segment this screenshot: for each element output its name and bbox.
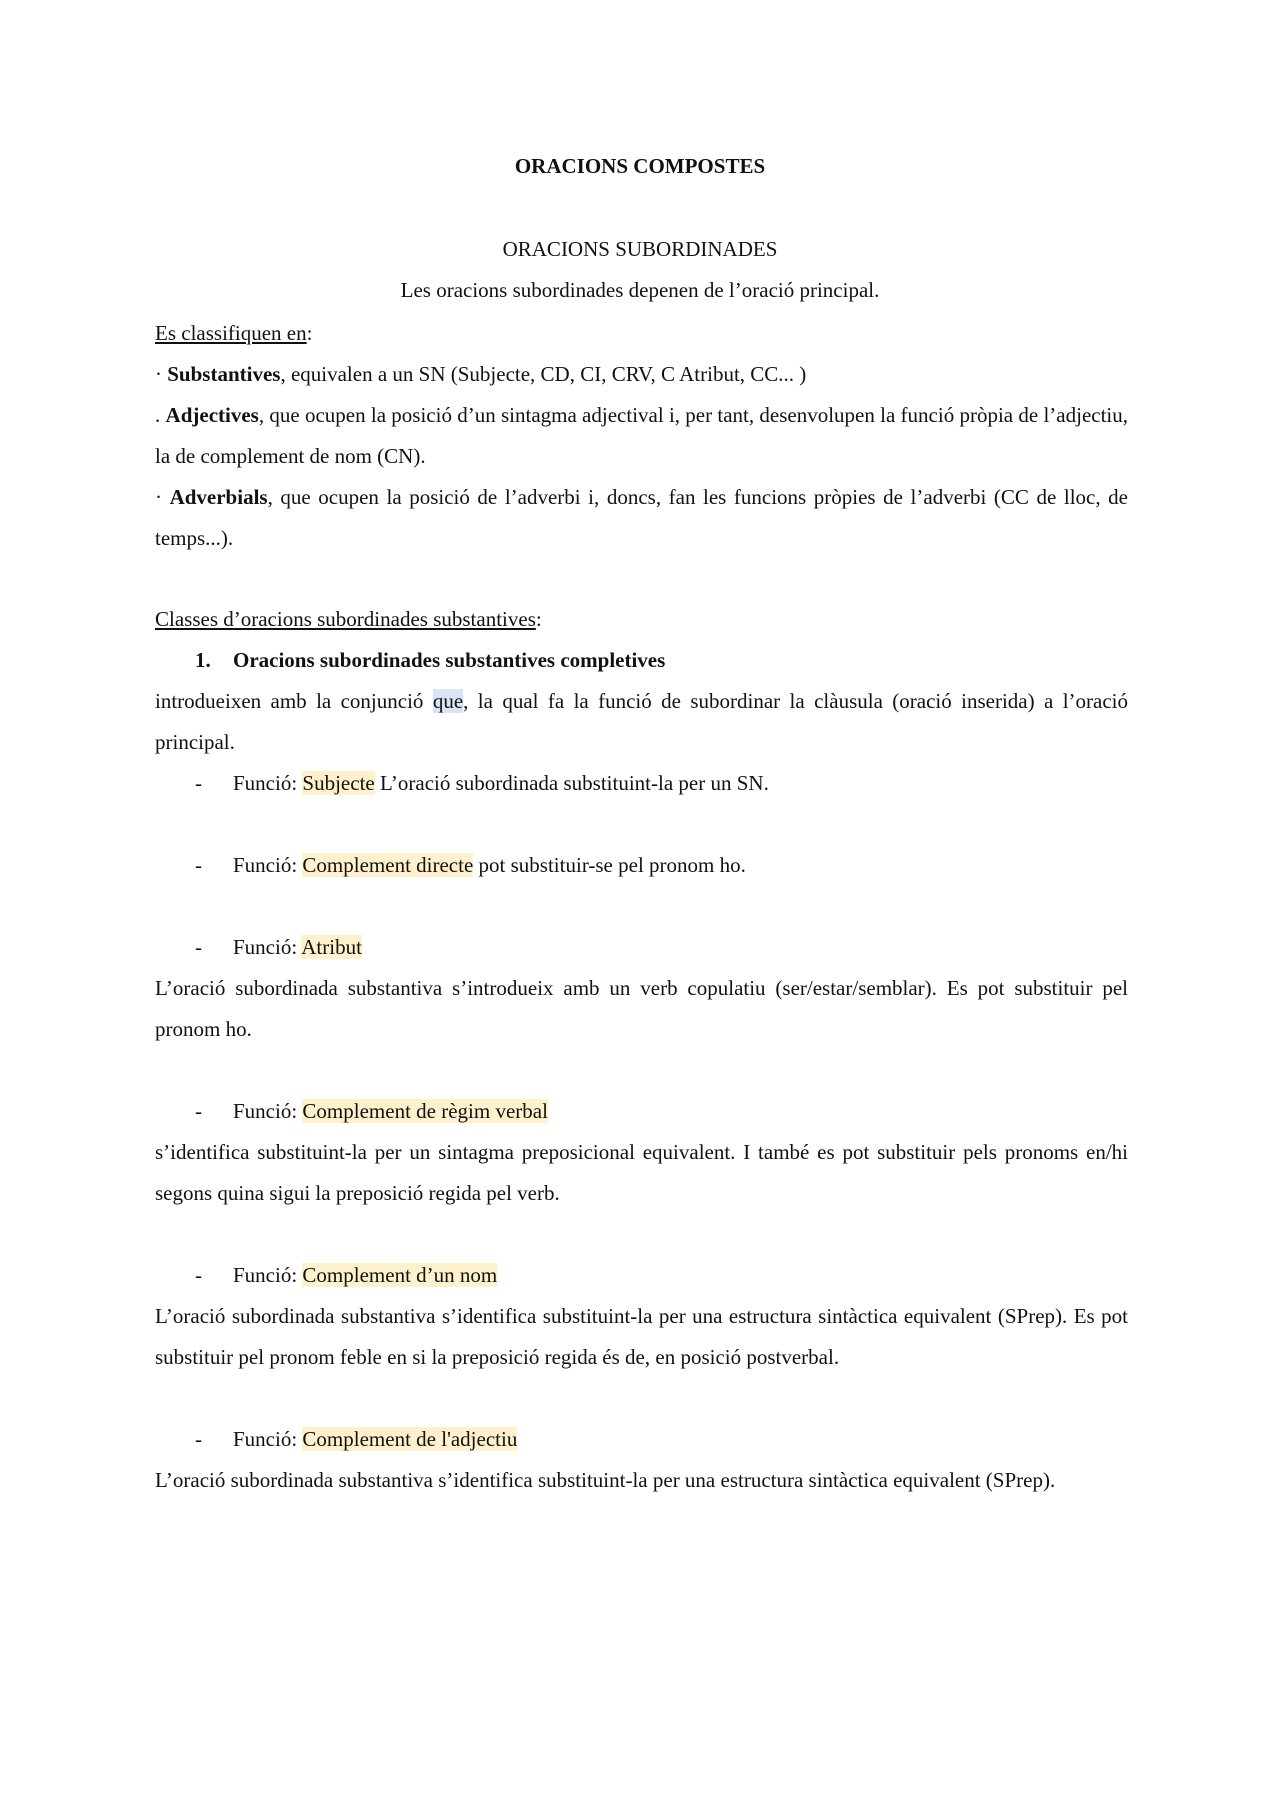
type-adverbials: · Adverbials, que ocupen la posició de l’adverbi i, doncs, fan les funcions pròpies de l’adverbi (CC de lloc, de temps...). (155, 485, 1128, 550)
intro-sentence: Les oracions subordinades depenen de l’oració principal. (400, 278, 880, 302)
classify-heading: Es classifiquen en: (155, 321, 313, 345)
page-title: ORACIONS COMPOSTES (514, 154, 766, 178)
type-adjectives: . Adjectives, que ocupen la posició d’un sintagma adjectival i, per tant, desenvolupen la funció pròpia de l’adjectiu, la de complement de nom (CN). (155, 403, 1129, 468)
function-name: Complement de l'adjectiu (302, 1427, 518, 1451)
function-name: Complement de règim verbal (302, 1099, 548, 1123)
function-name: Atribut (301, 935, 362, 959)
function-name: Complement directe (302, 853, 474, 877)
function-name: Complement d’un nom (302, 1263, 498, 1287)
section-heading: ORACIONS SUBORDINADES (502, 237, 778, 261)
function-description: L’oració subordinada substantiva s’introdueix amb un verb copulatiu (ser/estar/semblar). Es pot substituir pel pronom ho. (155, 976, 1128, 1041)
function-description: L’oració subordinada substantiva s’identifica substituint-la per una estructura sintàctica equivalent (SPrep). Es pot substituir pel pronom feble en si la preposició regida és de, en posició postverbal. (155, 1304, 1128, 1369)
function-name: Subjecte (302, 771, 375, 795)
type-substantives: · Substantives, equivalen a un SN (Subjecte, CD, CI, CRV, C Atribut, CC... ) (155, 362, 807, 386)
classes-heading: Classes d’oracions subordinades substantives: (155, 607, 542, 631)
completives-description: introdueixen amb la conjunció que, la qual fa la funció de subordinar la clàusula (oració inserida) a l’oració principal. (155, 689, 1128, 754)
document-page: ORACIONS COMPOSTES ORACIONS SUBORDINADES Les oracions subordinades depenen de l’oració principal. Es classifiquen en: · Substantives, equivalen a un SN (Subjecte, CD, CI, CRV, C Atribut, CC... ) . Adjectives, que ocupen la posició d’un sintagma adjectival i, per tant, desenvolupen la funció pròpia de l’adjectiu, la de complement de nom (CN). · Adverbials, que ocupen la posició de l’adverbi i, doncs, fan les funcions pròpies de l’adverbi (CC de lloc, de temps...). Classes d’oracions subordinades substantives: 1. Oracions subordinades substantives completives introdueixen amb la conjunció que, la qual fa la funció de subordinar la clàusula (oració inserida) a l’oració principal. - Funció: Subjecte L’oració subordinada substituint-la per un SN. - Funció: Complement directe pot substituir-se pel pronom ho. - Funció: Atribut L’oració subordinada substantiva s’introdueix amb un verb copulatiu (ser/estar/semblar). Es pot substituir pel pronom ho. - Funció: Complement de règim verbal s’identifica substituint-la per un sintagma preposicional equivalent. I també es pot substituir pels pronoms en/hi segons quina sigui la preposició regida pel verb. - Funció: Complement d’un nom L’oració subordinada substantiva s’identifica substituint-la per una estructura sintàctica equivalent (SPrep). Es pot substituir pel pronom feble en si la preposició regida és de, en posició postverbal. - Funció: Complement de l'adjectiu L’oració subordinada substantiva s’identifica substituint-la per una estructura sintàctica equivalent (SPrep). (0, 0, 1280, 1808)
function-description: L’oració subordinada substantiva s’identifica substituint-la per una estructura sintàctica equivalent (SPrep). (155, 1468, 1056, 1492)
function-description: s’identifica substituint-la per un sintagma preposicional equivalent. I també es pot substituir pels pronoms en/hi segons quina sigui la preposició regida pel verb. (155, 1140, 1128, 1205)
highlighted-word: que (432, 689, 464, 713)
